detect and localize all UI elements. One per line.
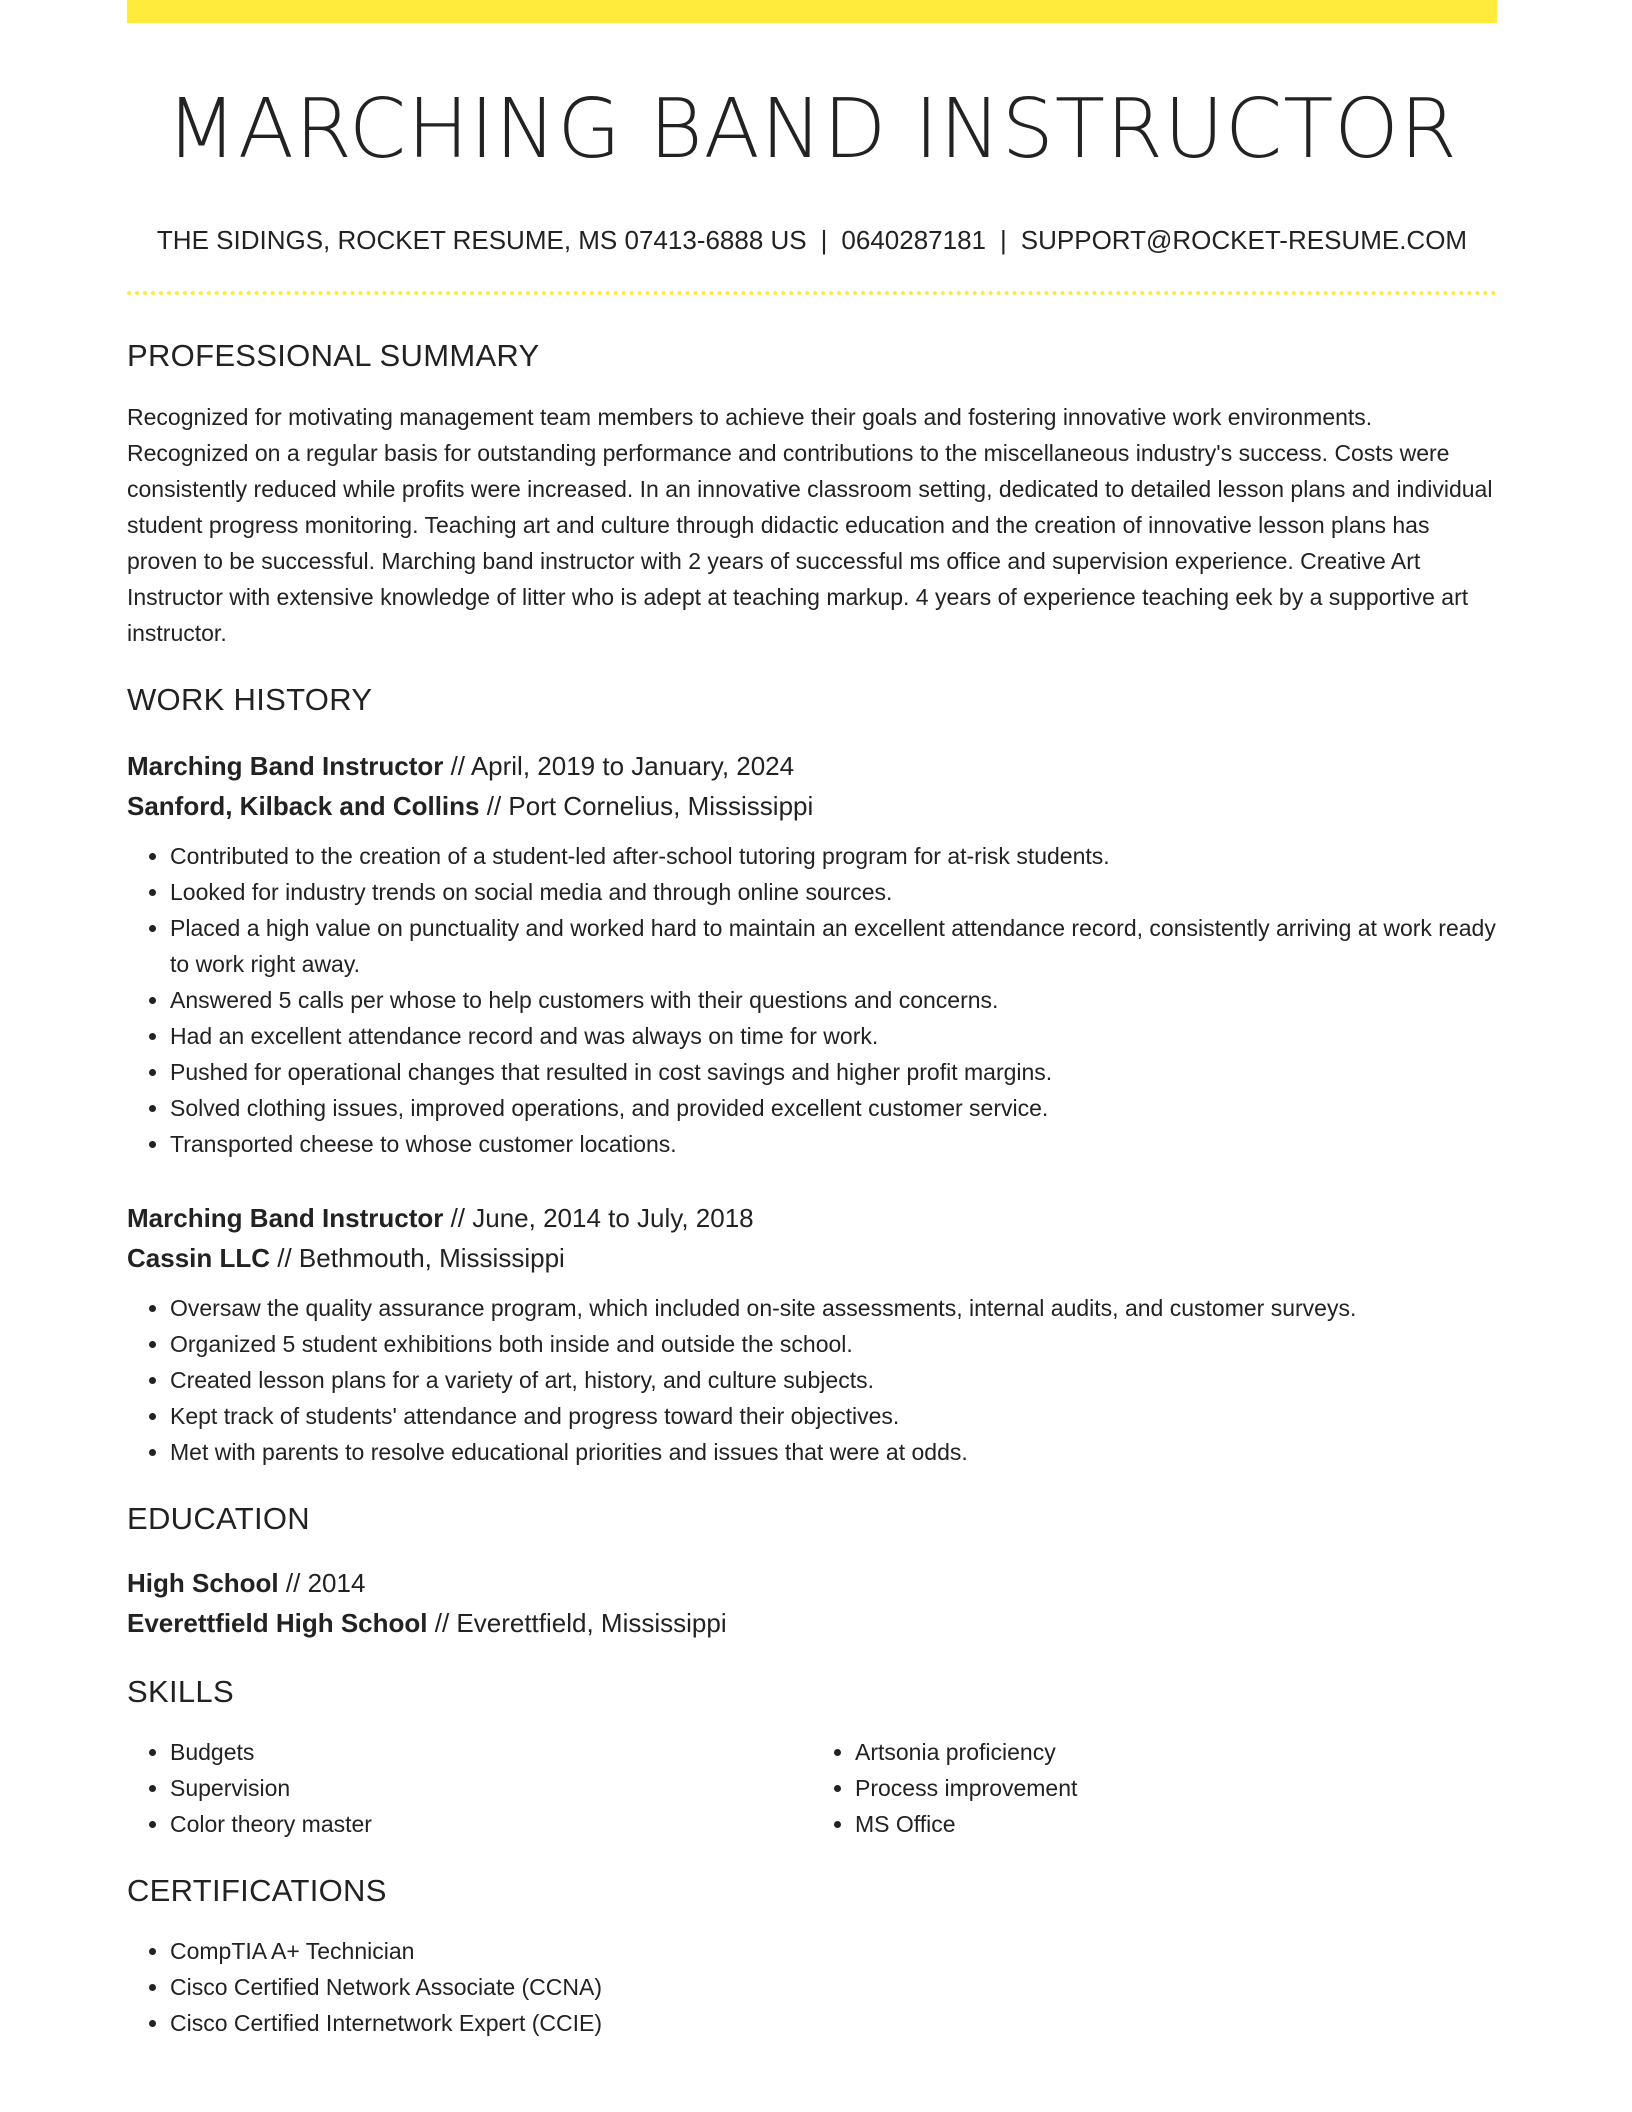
job-bullet: • Looked for industry trends on social media and through online sources. [170,874,1497,910]
skills-left-list [127,1734,812,1842]
certifications-heading: CERTIFICATIONS [127,1873,387,1909]
contact-separator: | [820,225,828,256]
job-bullets [127,1290,1497,1470]
skill-item: • Color theory master [170,1806,812,1842]
skills-grid [127,1734,1497,1842]
job-title-line [127,1198,1497,1238]
contact-separator: | [1000,225,1007,256]
top-accent-bar [127,0,1497,23]
job-bullet: • Organized 5 student exhibitions both inside and outside the school. [170,1326,1497,1362]
resume-page [127,0,1497,2041]
job-bullet: • Created lesson plans for a variety of art, history, and culture subjects. [170,1362,1497,1398]
job-bullet: • Placed a high value on punctuality and worked hard to maintain an excellent attendance record, consistently arriving at work ready to work right away. [170,910,1497,982]
contact-address: THE SIDINGS, ROCKET RESUME, MS 07413-6888 US [156,225,807,256]
education-school: Everettfield High School [127,1607,428,1638]
job-bullet: • Had an excellent attendance record and was always on time for work. [170,1018,1497,1054]
skill-item: • MS Office [855,1806,1497,1842]
contact-phone: 0640287181 [841,225,987,256]
job-location: // Bethmouth, Mississippi [270,1242,565,1273]
skill-item: • Budgets [170,1734,812,1770]
education-degree: High School [127,1567,279,1598]
job-bullet: • Transported cheese to whose customer locations. [170,1126,1497,1162]
education-year: // 2014 [278,1567,366,1598]
job-bullet: • Solved clothing issues, improved operations, and provided excellent customer service. [170,1090,1497,1126]
job-bullet: • Oversaw the quality assurance program, which included on-site assessments, internal audits, and customer surveys. [170,1290,1497,1326]
job-bullet: • Met with parents to resolve educational priorities and issues that were at odds. [170,1434,1497,1470]
job-company: Sanford, Kilback and Collins [127,790,480,821]
header-divider [127,291,1497,295]
certification-item: • CompTIA A+ Technician [170,1933,1497,1969]
job-dates: // June, 2014 to July, 2018 [443,1202,754,1233]
work-history-heading: WORK HISTORY [127,681,373,717]
contact-email: SUPPORT@ROCKET-RESUME.COM [1020,225,1468,256]
job-dates: // April, 2019 to January, 2024 [443,750,795,781]
summary-heading: PROFESSIONAL SUMMARY [127,338,540,374]
job-company-line [127,1238,1497,1278]
job-company-line [127,786,1497,826]
education-school-line [127,1603,1497,1643]
skills-right-list [812,1734,1497,1842]
job-role: Marching Band Instructor [127,750,444,781]
certification-item: • Cisco Certified Internetwork Expert (CCIE) [170,2005,1497,2041]
job-entry [127,1198,1497,1470]
job-entry [127,746,1497,1162]
certifications-list [127,1933,1497,2041]
skills-heading: SKILLS [127,1673,234,1709]
job-bullet: • Contributed to the creation of a student-led after-school tutoring program for at-risk students. [170,838,1497,874]
job-bullets [127,838,1497,1162]
education-heading: EDUCATION [127,1500,310,1536]
summary-text: Recognized for motivating management team members to achieve their goals and fostering innovative work environments. Recognized on a regular basis for outstanding performance and contributions to the miscellaneous industry's success. Costs were consistently reduced while profits were increased. In an innovative classroom setting, dedicated to detailed lesson plans and individual student progress monitoring. Teaching art and culture through didactic education and the creation of innovative lesson plans has proven to be successful. Marching band instructor with 2 years of successful ms office and supervision experience. Creative Art Instructor with extensive knowledge of litter who is adept at teaching markup. 4 years of experience teaching eek by a supportive art instructor. [127,403,1493,646]
job-bullet: • Answered 5 calls per whose to help customers with their questions and concerns. [170,982,1497,1018]
job-bullet: • Pushed for operational changes that resulted in cost savings and higher profit margins. [170,1054,1497,1090]
education-location: // Everettfield, Mississippi [427,1607,727,1638]
education-degree-line [127,1563,1497,1603]
candidate-name: MARCHING BAND INSTRUCTOR [166,82,1458,177]
skill-item: • Process improvement [855,1770,1497,1806]
job-title-line [127,746,1497,786]
job-role: Marching Band Instructor [127,1202,444,1233]
job-location: // Port Cornelius, Mississippi [479,790,814,821]
certification-item: • Cisco Certified Network Associate (CCNA) [170,1969,1497,2005]
skill-item: • Artsonia proficiency [855,1734,1497,1770]
contact-line [127,225,1497,256]
job-company: Cassin LLC [127,1242,271,1273]
skill-item: • Supervision [170,1770,812,1806]
education-entry [127,1563,1497,1643]
job-bullet: • Kept track of students' attendance and progress toward their objectives. [170,1398,1497,1434]
